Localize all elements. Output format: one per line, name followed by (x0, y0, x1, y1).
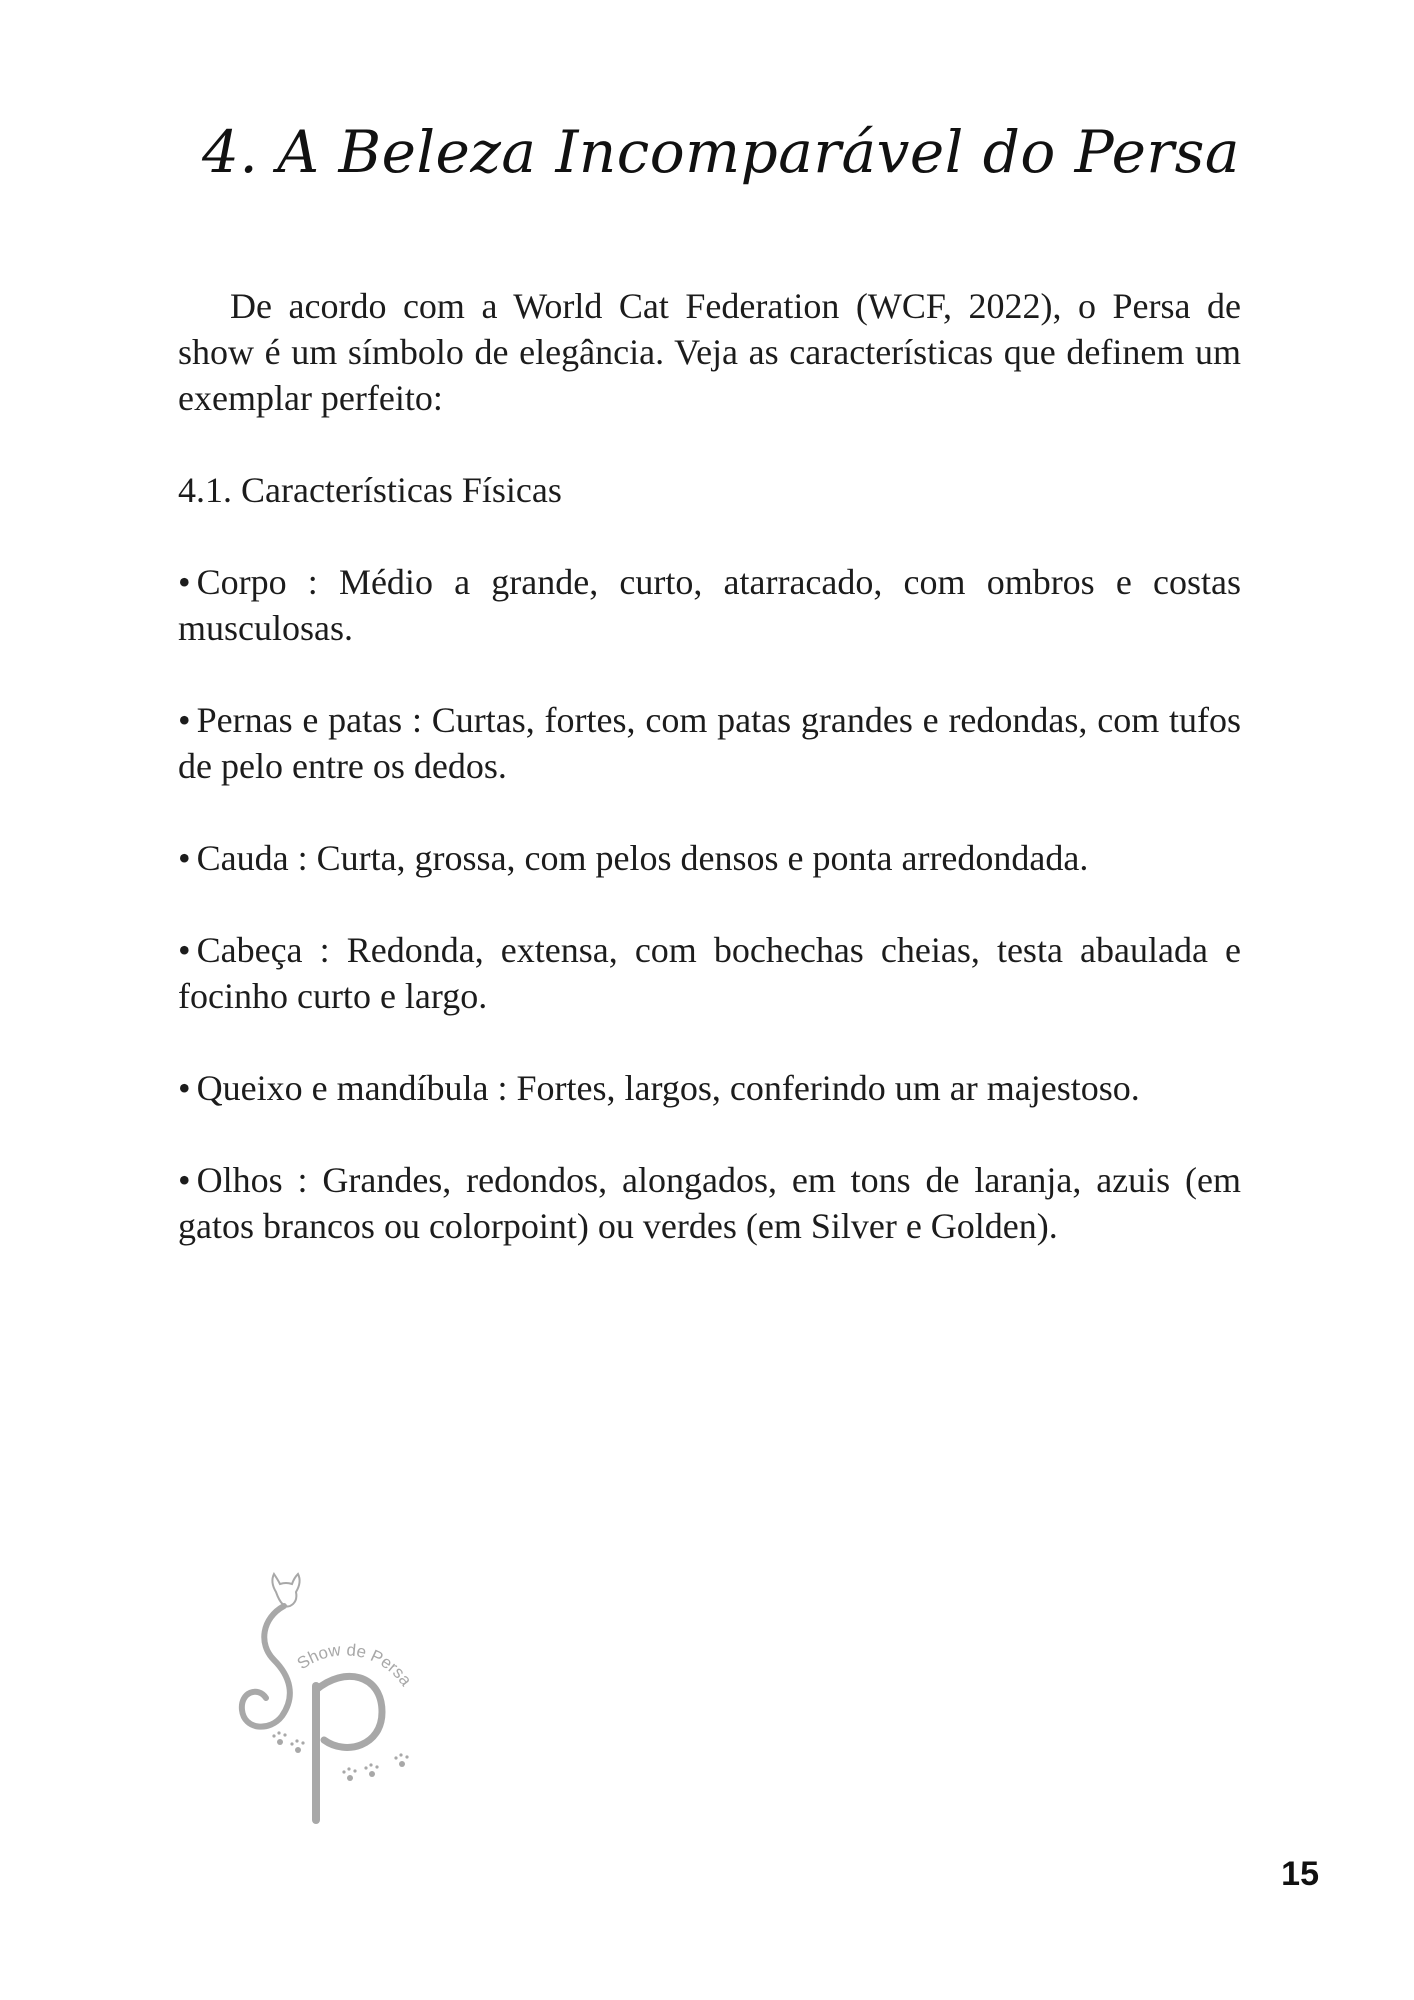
bullet-dot: • (178, 1160, 191, 1200)
bullet-item-queixo (178, 1065, 1241, 1111)
bullet-text: Pernas e patas : Curtas, fortes, com patas grandes e redondas, com tufos de pelo entre os dedos. (178, 700, 1241, 786)
bullet-item-corpo (178, 559, 1241, 651)
bullet-dot: • (178, 562, 191, 602)
bullet-item-cabeca (178, 927, 1241, 1019)
page-number: 15 (1281, 1855, 1319, 1893)
bullet-text: Corpo : Médio a grande, curto, atarracado, com ombros e costas musculosas. (178, 562, 1241, 648)
document-body (178, 283, 1241, 1295)
bullet-dot: • (178, 930, 191, 970)
bullet-dot: • (178, 838, 191, 878)
bullet-item-cauda (178, 835, 1241, 881)
bullet-dot: • (178, 1068, 191, 1108)
cat-paw-logo-icon (232, 1570, 442, 1830)
intro-paragraph: De acordo com a World Cat Federation (WCF, 2022), o Persa de show é um símbolo de elegância. Veja as características que definem um exemplar perfeito: (178, 286, 1241, 418)
bullet-text: Cabeça : Redonda, extensa, com bochechas cheias, testa abaulada e focinho curto e largo. (178, 930, 1241, 1016)
page-title: 4. A Beleza Incomparável do Persa (201, 118, 1240, 186)
section-heading: 4.1. Características Físicas (178, 470, 562, 510)
bullet-item-olhos (178, 1157, 1241, 1249)
show-de-persa-logo (232, 1570, 442, 1830)
bullet-item-pernas (178, 697, 1241, 789)
bullet-text: Queixo e mandíbula : Fortes, largos, conferindo um ar majestoso. (196, 1068, 1140, 1108)
bullet-dot: • (178, 700, 191, 740)
logo-text: Show de Persa (293, 1640, 416, 1690)
bullet-text: Cauda : Curta, grossa, com pelos densos e ponta arredondada. (196, 838, 1089, 878)
bullet-text: Olhos : Grandes, redondos, alongados, em tons de laranja, azuis (em gatos brancos ou colorpoint) ou verdes (em Silver e Golden). (178, 1160, 1241, 1246)
